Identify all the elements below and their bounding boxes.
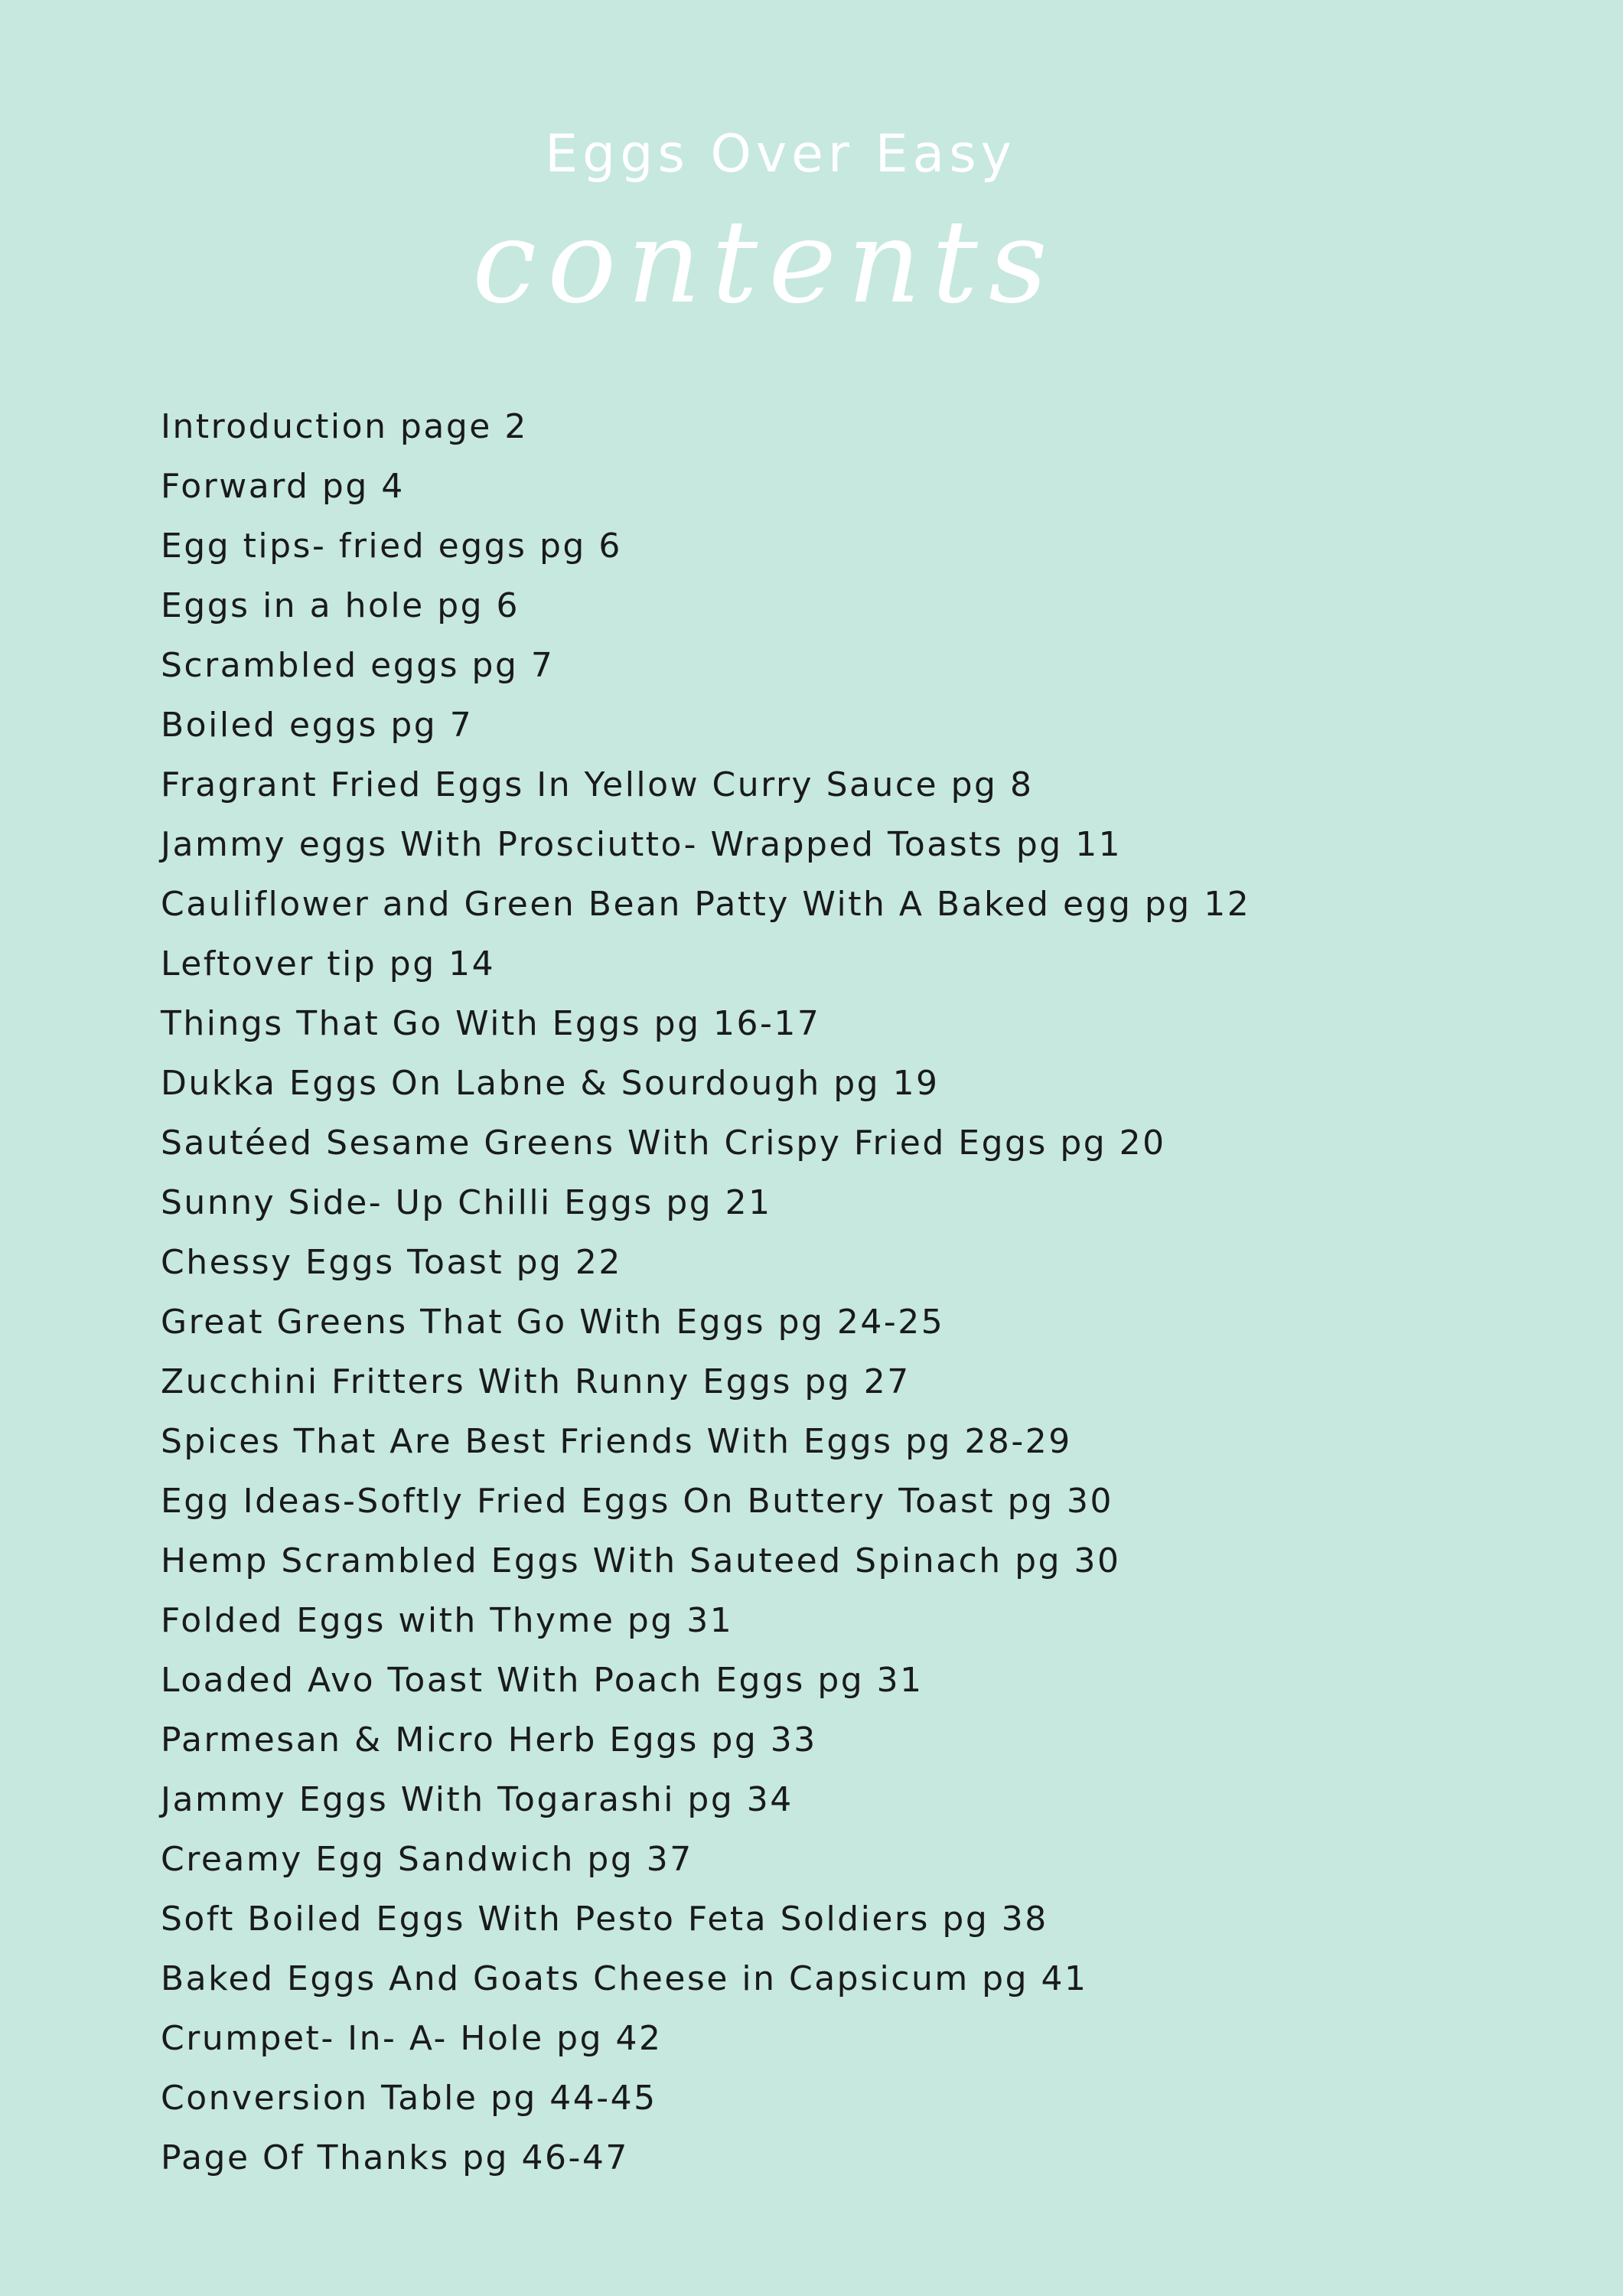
toc-item: Egg tips- fried eggs pg 6 bbox=[161, 527, 622, 566]
contents-heading: contents bbox=[472, 196, 1058, 329]
book-title: Eggs Over Easy bbox=[545, 124, 1016, 184]
toc-item: Parmesan & Micro Herb Eggs pg 33 bbox=[161, 1720, 817, 1760]
toc-item: Great Greens That Go With Eggs pg 24-25 bbox=[161, 1303, 945, 1342]
toc-item: Jammy eggs With Prosciutto- Wrapped Toasts pg 11 bbox=[161, 825, 1123, 864]
toc-item: Spices That Are Best Friends With Eggs pg 28-29 bbox=[161, 1422, 1072, 1461]
toc-item: Fragrant Fried Eggs In Yellow Curry Sauce pg 8 bbox=[161, 765, 1034, 804]
toc-item: Forward pg 4 bbox=[161, 467, 405, 506]
toc-item: Eggs in a hole pg 6 bbox=[161, 586, 520, 625]
toc-item: Soft Boiled Eggs With Pesto Feta Soldiers pg 38 bbox=[161, 1900, 1048, 1939]
toc-item: Introduction page 2 bbox=[161, 407, 528, 446]
toc-item: Boiled eggs pg 7 bbox=[161, 706, 474, 745]
toc-item: Loaded Avo Toast With Poach Eggs pg 31 bbox=[161, 1661, 924, 1700]
toc-item: Zucchini Fritters With Runny Eggs pg 27 bbox=[161, 1362, 911, 1401]
toc-item: Page Of Thanks pg 46-47 bbox=[161, 2138, 629, 2177]
toc-item: Leftover tip pg 14 bbox=[161, 944, 496, 983]
toc-item: Egg Ideas-Softly Fried Eggs On Buttery Toast pg 30 bbox=[161, 1482, 1113, 1521]
toc-item: Folded Eggs with Thyme pg 31 bbox=[161, 1601, 734, 1640]
table-of-contents bbox=[161, 407, 1250, 2198]
toc-item: Hemp Scrambled Eggs With Sauteed Spinach pg 30 bbox=[161, 1541, 1121, 1580]
toc-item: Conversion Table pg 44-45 bbox=[161, 2079, 657, 2118]
toc-item: Dukka Eggs On Labne & Sourdough pg 19 bbox=[161, 1064, 940, 1103]
toc-item: Cauliflower and Green Bean Patty With A Baked egg pg 12 bbox=[161, 885, 1251, 924]
toc-item: Baked Eggs And Goats Cheese in Capsicum pg 41 bbox=[161, 1959, 1088, 1998]
toc-item: Jammy Eggs With Togarashi pg 34 bbox=[161, 1780, 794, 1819]
toc-item: Things That Go With Eggs pg 16-17 bbox=[161, 1004, 821, 1043]
toc-item: Crumpet- In- A- Hole pg 42 bbox=[161, 2019, 663, 2058]
toc-item: Scrambled eggs pg 7 bbox=[161, 646, 555, 685]
toc-item: Chessy Eggs Toast pg 22 bbox=[161, 1243, 622, 1282]
toc-item: Creamy Egg Sandwich pg 37 bbox=[161, 1840, 693, 1879]
toc-item: Sautéed Sesame Greens With Crispy Fried Eggs pg 20 bbox=[161, 1124, 1166, 1163]
toc-item: Sunny Side- Up Chilli Eggs pg 21 bbox=[161, 1183, 772, 1222]
